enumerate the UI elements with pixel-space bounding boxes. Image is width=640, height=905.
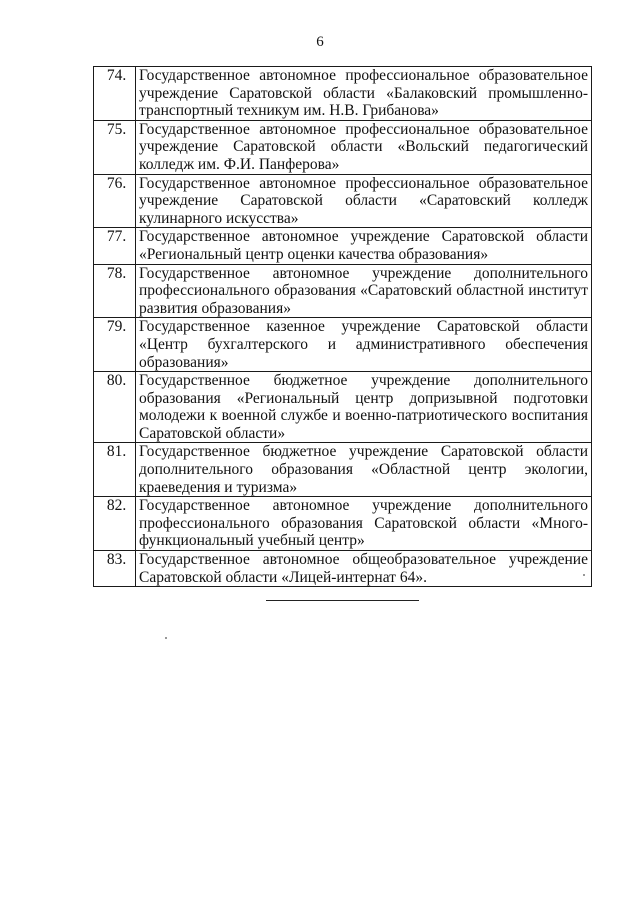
- table-row: [94, 228, 592, 264]
- row-number: 83.: [94, 551, 136, 587]
- table-row: [94, 264, 592, 318]
- table-row: [94, 372, 592, 443]
- institution-name: Государственное бюджетное учреждение дополнительного образования «Региональный центр допризывной подготовки молодежи к военной службе и военно-патриотического воспитания Саратовской области»: [136, 372, 592, 443]
- table-row: [94, 443, 592, 497]
- row-number: 80.: [94, 372, 136, 443]
- end-of-list-divider: [266, 600, 419, 601]
- row-number: 78.: [94, 264, 136, 318]
- institution-name: Государственное автономное профессиональное образовательное учреждение Саратовской области «Саратовский колледж кулинарного искусства»: [136, 174, 592, 228]
- row-number: 82.: [94, 497, 136, 551]
- table-row: [94, 120, 592, 174]
- row-number: 76.: [94, 174, 136, 228]
- institution-name: Государственное автономное профессиональное образовательное учреждение Саратовской области «Балаковский промышленно-транспортный техникум им. Н.В. Грибанова»: [136, 67, 592, 121]
- institution-name: Государственное автономное учреждение дополнительного профессионального образования «Саратовский областной институт развития образования»: [136, 264, 592, 318]
- institution-name: Государственное бюджетное учреждение Саратовской области дополнительного образования «Областной центр экологии, краеведения и туризма»: [136, 443, 592, 497]
- institutions-table-body: [94, 67, 592, 587]
- institution-name: Государственное казенное учреждение Саратовской области «Центр бухгалтерского и административного обеспечения образования»: [136, 318, 592, 372]
- table-row: [94, 67, 592, 121]
- row-number: 79.: [94, 318, 136, 372]
- institution-name: Государственное автономное общеобразовательное учреждение Саратовской области «Лицей-интернат 64».: [136, 551, 592, 587]
- table-row: [94, 551, 592, 587]
- institution-name: Государственное автономное учреждение Саратовской области «Региональный центр оценки качества образования»: [136, 228, 592, 264]
- scan-speck: [165, 637, 167, 639]
- row-number: 77.: [94, 228, 136, 264]
- institution-name: Государственное автономное профессиональное образовательное учреждение Саратовской области «Вольский педагогический колледж им. Ф.И. Панферова»: [136, 120, 592, 174]
- table-row: [94, 497, 592, 551]
- row-number: 81.: [94, 443, 136, 497]
- institutions-table: [93, 66, 592, 587]
- row-number: 74.: [94, 67, 136, 121]
- institution-name: Государственное автономное учреждение дополнительного профессионального образования Саратовской области «Много-функциональный учебный центр»: [136, 497, 592, 551]
- page-number: 6: [316, 34, 324, 50]
- table-row: [94, 174, 592, 228]
- table-row: [94, 318, 592, 372]
- row-number: 75.: [94, 120, 136, 174]
- scan-speck: [583, 574, 585, 576]
